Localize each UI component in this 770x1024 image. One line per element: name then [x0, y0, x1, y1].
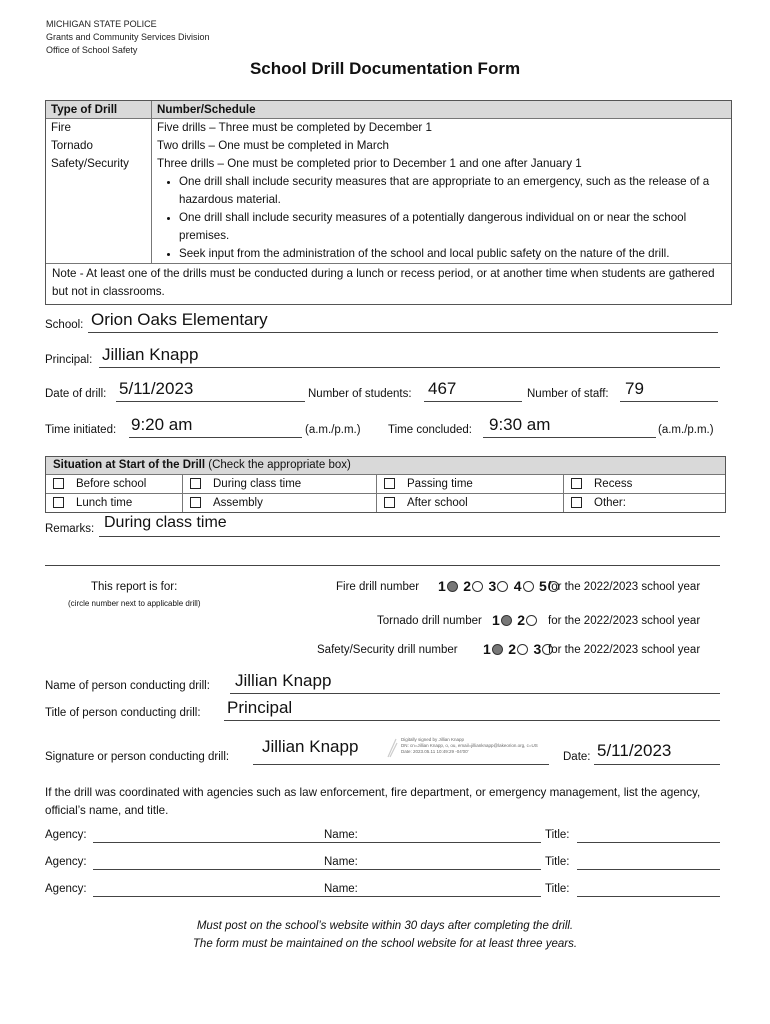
- situation-instruction: (Check the appropriate box): [208, 459, 351, 471]
- safety-number-1: 1: [483, 641, 491, 657]
- option-before-school[interactable]: [46, 475, 183, 493]
- remarks-label: Remarks:: [45, 523, 95, 535]
- conductor-name-label: Name of person conducting drill:: [45, 680, 210, 692]
- situation-header: [46, 457, 725, 475]
- checkbox[interactable]: [53, 478, 64, 489]
- option-passing-time[interactable]: [377, 475, 564, 493]
- fire-schedule: Five drills – Three must be completed by December 1: [157, 121, 432, 134]
- conductor-title-line[interactable]: [224, 719, 720, 721]
- footer-line-2: The form must be maintained on the school website for at least three years.: [192, 938, 578, 950]
- list-item: • One drill shall include security measures of a potentially dangerous individual on or near the school premises.: [179, 209, 731, 245]
- signature-date-line[interactable]: [594, 763, 720, 765]
- students-field-line[interactable]: [424, 400, 522, 402]
- option-label: After school: [407, 497, 468, 509]
- division-name: Grants and Community Services Division: [46, 32, 210, 42]
- remarks-field-line[interactable]: [99, 535, 720, 537]
- table-row: [46, 119, 731, 137]
- name-field[interactable]: [361, 895, 541, 897]
- safety-circle-2[interactable]: [517, 644, 528, 655]
- signature-stamp-icon: [386, 737, 398, 759]
- tornado-schedule: Two drills – One must be completed in March: [157, 139, 389, 152]
- fire-circle-1[interactable]: [447, 581, 458, 592]
- checkbox[interactable]: [384, 478, 395, 489]
- tornado-type: Tornado: [46, 137, 152, 155]
- agency-label: Agency:: [45, 883, 87, 895]
- initiated-ampm: (a.m./p.m.): [305, 424, 361, 436]
- remarks-line-2[interactable]: [45, 564, 720, 566]
- drill-requirements-table: [45, 100, 732, 305]
- school-field-line[interactable]: [88, 331, 718, 333]
- table-row: [46, 155, 731, 263]
- fire-number-5: 5: [539, 578, 547, 594]
- option-assembly[interactable]: [183, 494, 377, 512]
- signature-date-label: Date:: [563, 751, 591, 763]
- fire-circle-4[interactable]: [523, 581, 534, 592]
- situation-row: [46, 475, 725, 494]
- situation-row: [46, 494, 725, 512]
- conductor-name-line[interactable]: [230, 692, 720, 694]
- conductor-title-label: Title of person conducting drill:: [45, 707, 201, 719]
- school-label: School:: [45, 319, 84, 331]
- safety-number-2: 2: [508, 641, 517, 657]
- conductor-title-field[interactable]: Principal: [227, 698, 293, 717]
- checkbox[interactable]: [53, 497, 64, 508]
- agency-row-1: [45, 829, 725, 845]
- fire-circle-2[interactable]: [472, 581, 483, 592]
- principal-field-line[interactable]: [99, 366, 720, 368]
- school-field[interactable]: Orion Oaks Elementary: [91, 310, 268, 329]
- signature-line[interactable]: [253, 763, 549, 765]
- fire-drill-label: Fire drill number: [336, 581, 420, 593]
- checkbox[interactable]: [571, 478, 582, 489]
- agency-field[interactable]: [93, 895, 365, 897]
- initiated-label: Time initiated:: [45, 424, 117, 436]
- stamp-line-1: Digitally signed by Jillian Knapp: [401, 737, 465, 742]
- signature-stamp-text: [401, 737, 538, 755]
- safety-number-3: 3: [533, 641, 542, 657]
- safety-type: Safety/Security: [46, 155, 152, 263]
- tornado-number-1: 1: [492, 612, 500, 628]
- name-field[interactable]: [361, 841, 541, 843]
- staff-field-line[interactable]: [620, 400, 718, 402]
- concluded-field-line[interactable]: [483, 436, 656, 438]
- agency-label: Agency:: [45, 829, 87, 841]
- signature-date-field[interactable]: 5/11/2023: [597, 741, 672, 760]
- situation-title: Situation at Start of the Drill: [53, 459, 206, 471]
- conductor-name-field[interactable]: Jillian Knapp: [235, 671, 332, 690]
- students-label: Number of students:: [308, 388, 412, 400]
- title-field[interactable]: [577, 895, 720, 897]
- safety-bullet-list: [157, 173, 731, 263]
- list-item: • One drill shall include security measures that are appropriate to an emergency, such as the release of a hazardous material.: [179, 173, 731, 209]
- staff-field[interactable]: 79: [625, 379, 644, 398]
- checkbox[interactable]: [190, 497, 201, 508]
- staff-label: Number of staff:: [527, 388, 609, 400]
- agency-label: Agency:: [45, 856, 87, 868]
- option-label: During class time: [213, 478, 302, 490]
- checkbox[interactable]: [571, 497, 582, 508]
- date-field-line[interactable]: [116, 400, 305, 402]
- office-name: Office of School Safety: [46, 45, 138, 55]
- agency-row-2: [45, 856, 725, 872]
- name-label: Name:: [324, 829, 358, 841]
- fire-drill-numbers[interactable]: [438, 578, 560, 596]
- circle-hint: (circle number next to applicable drill): [68, 599, 201, 608]
- tornado-number-2: 2: [517, 612, 526, 628]
- lunch-recess-note: Note - At least one of the drills must be conducted during a lunch or recess period, or at another time when students are gathered but not in classrooms.: [46, 263, 731, 304]
- option-label: Recess: [594, 478, 633, 490]
- title-field[interactable]: [577, 841, 720, 843]
- report-for-label: This report is for:: [91, 581, 178, 593]
- safety-circle-1[interactable]: [492, 644, 503, 655]
- agency-name: MICHIGAN STATE POLICE: [46, 19, 157, 29]
- agency-row-3: [45, 883, 725, 899]
- stamp-line-2: DN: cn=Jillian Knapp, o, ou, email=jillianknapp@lakeorion.org, c=US: [401, 743, 538, 748]
- fire-type: Fire: [46, 119, 152, 137]
- fire-number-3: 3: [488, 578, 497, 594]
- safety-schedule-cell: [152, 155, 731, 263]
- safety-year-text: for the 2022/2023 school year: [548, 644, 701, 656]
- fire-number-4: 4: [513, 578, 522, 594]
- tornado-circle-1[interactable]: [501, 615, 512, 626]
- name-label: Name:: [324, 856, 358, 868]
- students-field[interactable]: 467: [428, 379, 457, 398]
- safety-drill-numbers[interactable]: [483, 641, 554, 659]
- name-field[interactable]: [361, 868, 541, 870]
- tornado-year-text: for the 2022/2023 school year: [548, 615, 701, 627]
- principal-field[interactable]: Jillian Knapp: [102, 345, 199, 364]
- concluded-ampm: (a.m./p.m.): [658, 424, 714, 436]
- tornado-drill-label: Tornado drill number: [377, 615, 482, 627]
- signature-label: Signature or person conducting drill:: [45, 751, 230, 763]
- option-label: Lunch time: [76, 497, 133, 509]
- safety-drill-label: Safety/Security drill number: [317, 644, 458, 656]
- agency-field[interactable]: [93, 868, 365, 870]
- initiated-field-line[interactable]: [129, 436, 302, 438]
- safety-schedule: Three drills – One must be completed prior to December 1 and one after January 1: [157, 157, 582, 170]
- type-header: Type of Drill: [46, 101, 152, 118]
- option-other[interactable]: [564, 494, 725, 512]
- fire-number-2: 2: [463, 578, 472, 594]
- footer-line-1: Must post on the school’s website within 30 days after completing the drill.: [196, 920, 574, 932]
- agency-field[interactable]: [93, 841, 365, 843]
- form-title: School Drill Documentation Form: [249, 59, 521, 78]
- date-field[interactable]: 5/11/2023: [119, 379, 194, 398]
- title-label: Title:: [545, 856, 570, 868]
- concluded-field[interactable]: 9:30 am: [489, 415, 551, 434]
- initiated-field[interactable]: 9:20 am: [131, 415, 193, 434]
- stamp-line-3: Date: 2023.05.11 10:49:29 -04'00': [401, 749, 469, 754]
- coordination-text: If the drill was coordinated with agencies such as law enforcement, fire department, or emergency management, list the agency, official’s name, and title.: [45, 786, 701, 817]
- situation-table: [45, 456, 726, 513]
- name-label: Name:: [324, 883, 358, 895]
- principal-label: Principal:: [45, 354, 93, 366]
- fire-year-text: for the 2022/2023 school year: [548, 581, 701, 593]
- remarks-field[interactable]: During class time: [104, 514, 227, 531]
- date-label: Date of drill:: [45, 388, 107, 400]
- list-item: • Seek input from the administration of the school and local public safety on the nature of the drill.: [179, 245, 731, 263]
- tornado-circle-2[interactable]: [526, 615, 537, 626]
- option-label: Assembly: [213, 497, 263, 509]
- schedule-header: Number/Schedule: [157, 103, 256, 116]
- checkbox[interactable]: [190, 478, 201, 489]
- fire-circle-3[interactable]: [497, 581, 508, 592]
- concluded-label: Time concluded:: [388, 424, 472, 436]
- table-row: [46, 137, 731, 155]
- option-label: Before school: [76, 478, 147, 490]
- option-recess[interactable]: [564, 475, 725, 493]
- option-during-class[interactable]: [183, 475, 377, 493]
- option-lunch-time[interactable]: [46, 494, 183, 512]
- title-label: Title:: [545, 829, 570, 841]
- table-header-row: [46, 101, 731, 119]
- title-field[interactable]: [577, 868, 720, 870]
- fire-number-1: 1: [438, 578, 446, 594]
- title-label: Title:: [545, 883, 570, 895]
- option-after-school[interactable]: [377, 494, 564, 512]
- option-label: Passing time: [407, 478, 473, 490]
- checkbox[interactable]: [384, 497, 395, 508]
- tornado-drill-numbers[interactable]: [492, 612, 538, 630]
- option-label: Other:: [594, 497, 626, 509]
- signature-field[interactable]: Jillian Knapp: [262, 737, 359, 756]
